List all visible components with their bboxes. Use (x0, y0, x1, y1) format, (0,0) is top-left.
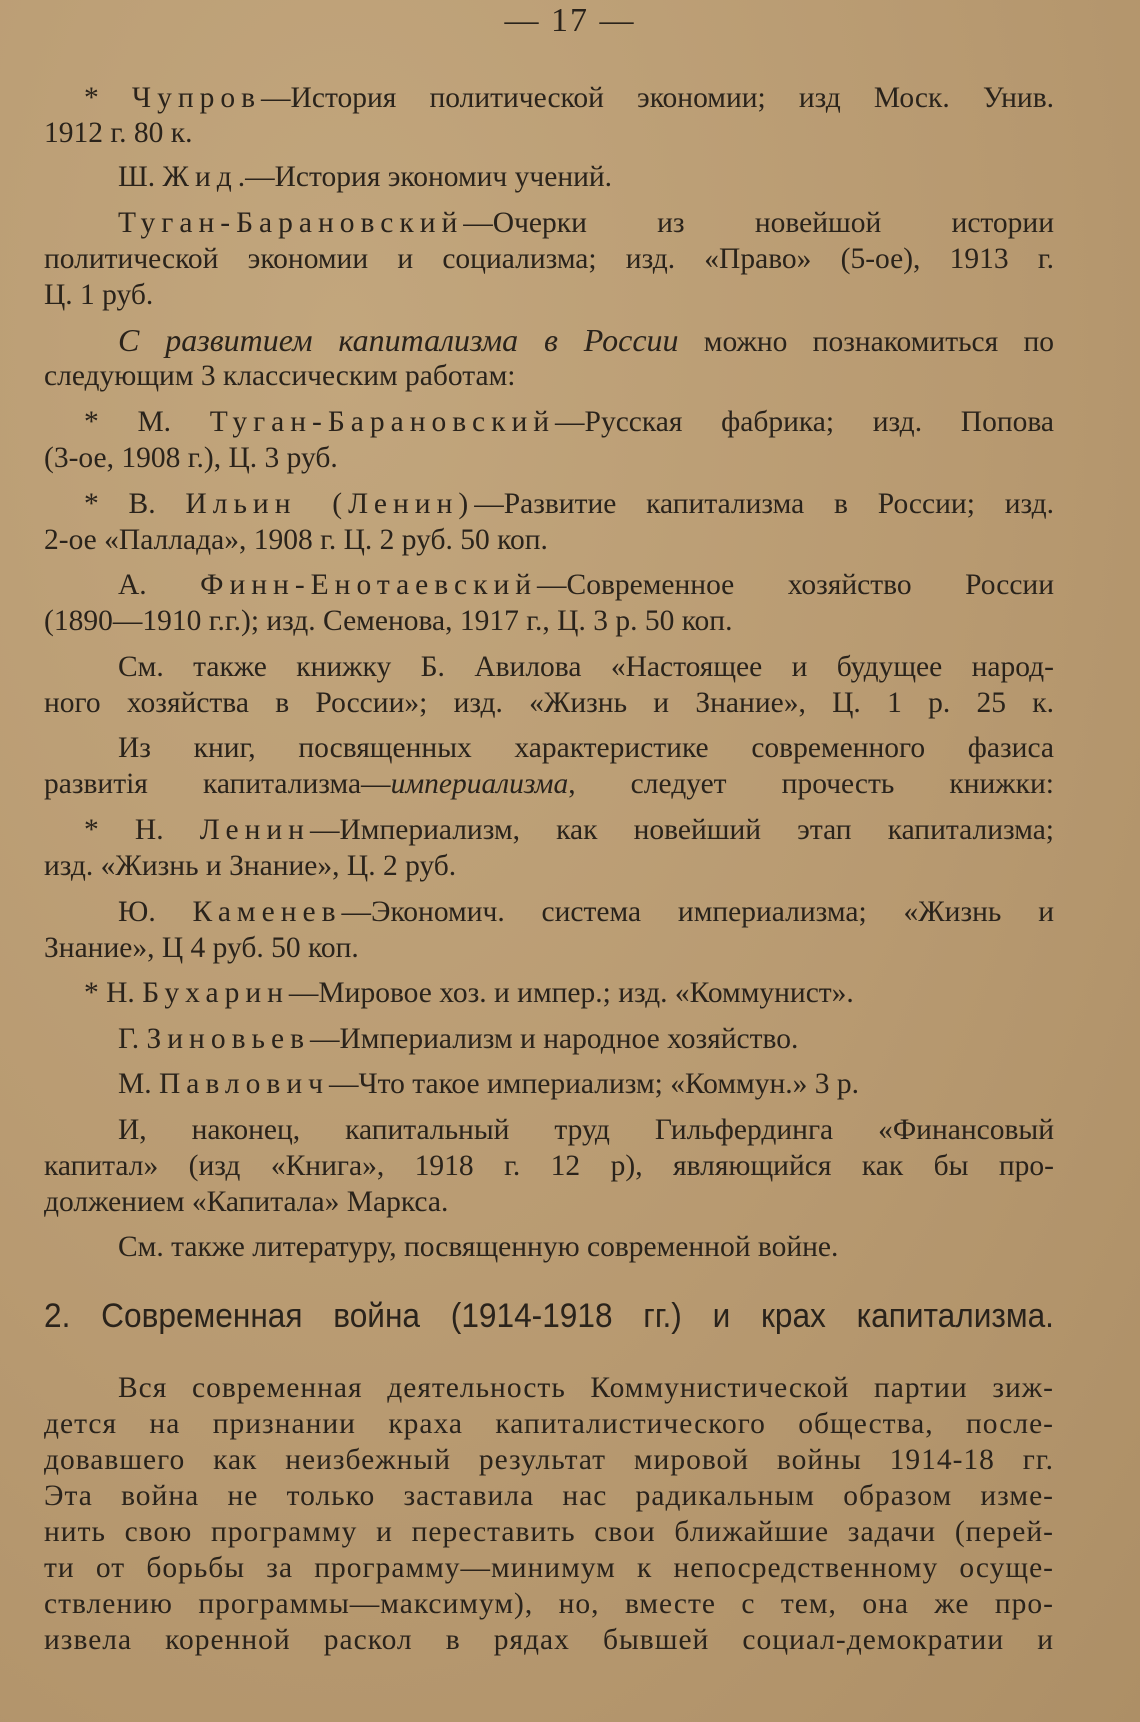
reference-item: М. Павлович—Что такое империализм; «Коммун.» 3 р. (118, 1068, 859, 1100)
reference-item: * Н. Бухарин—Мировое хоз. и импер.; изд. «Коммунист». (84, 977, 854, 1009)
reference-item: * В. Ильин (Ленин)—Развитие капитализма в России; изд. (84, 488, 1054, 520)
body-line: Эта война не только заставила нас радикальным образом изме- (44, 1480, 1054, 1512)
reference-item-cont: 1912 г. 80 к. (44, 117, 193, 149)
paragraph-intro-cont: следующим 3 классическим работам: (44, 360, 516, 392)
paragraph-cont: ного хозяйства в России»; изд. «Жизнь и Знание», Ц. 1 р. 25 к. (44, 687, 1054, 719)
reference-item: Ш. Жид.—История экономич учений. (118, 161, 613, 193)
reference-item: Туган-Барановский—Очерки из новейшой истории (118, 207, 1054, 239)
paragraph: См. также литературу, посвященную современной войне. (118, 1231, 839, 1263)
body-line: Вся современная деятельность Коммунистической партии зиж- (118, 1372, 1054, 1404)
section-heading: 2. Современная война (1914-1918 гг.) и крах капитализма. (44, 1297, 1054, 1335)
reference-item: Г. Зиновьев—Империализм и народное хозяйство. (118, 1023, 799, 1055)
page-number: — 17 — (504, 2, 636, 39)
paragraph: И, наконец, капитальный труд Гильфердинга «Финансовый (118, 1114, 1054, 1146)
paragraph: Из книг, посвященных характеристике современного фазиса (118, 732, 1054, 764)
reference-item-cont: изд. «Жизнь и Знание», Ц. 2 руб. (44, 850, 457, 882)
reference-item: * Чупров—История политической экономии; изд Моск. Унив. (84, 82, 1055, 114)
body-line: ствлению программы—максимум), но, вместе с тем, она же про- (44, 1588, 1054, 1620)
reference-item-cont: политической экономии и социализма; изд. «Право» (5-ое), 1913 г. (44, 243, 1054, 275)
body-line: дется на признании краха капиталистического общества, после- (44, 1408, 1054, 1440)
reference-item-cont: 2-ое «Паллада», 1908 г. Ц. 2 руб. 50 коп. (44, 524, 548, 556)
reference-item-cont: (3-ое, 1908 г.), Ц. 3 руб. (44, 442, 338, 474)
reference-item-cont: Ц. 1 руб. (44, 279, 154, 311)
reference-item: * М. Туган-Барановский—Русская фабрика; изд. Попова (84, 406, 1054, 438)
reference-item: Ю. Каменев—Экономич. система империализма; «Жизнь и (118, 896, 1054, 928)
reference-item: А. Финн-Енотаевский—Современное хозяйство России (118, 569, 1054, 601)
body-line: извела коренной раскол в рядах бывшей социал-демократии и (44, 1624, 1054, 1656)
paragraph-cont: должением «Капитала» Маркса. (44, 1186, 449, 1218)
reference-item: * Н. Ленин—Империализм, как новейший этап капитализма; (84, 814, 1054, 846)
body-line: нить свою программу и переставить свои ближайшие задачи (перей- (44, 1516, 1054, 1548)
paragraph-cont: капитал» (изд «Книга», 1918 г. 12 р), являющийся как бы про- (44, 1150, 1054, 1182)
paragraph-intro: С развитием капитализма в России можно познакомиться по (118, 322, 1054, 358)
body-line: ти от борьбы за программу—минимум к непосредственному осуще- (44, 1552, 1054, 1584)
body-line: довавшего как неизбежный результат мировой войны 1914-18 гг. (44, 1444, 1054, 1476)
reference-item-cont: (1890—1910 г.г.); изд. Семенова, 1917 г., Ц. 3 р. 50 коп. (44, 605, 733, 637)
paragraph-cont: развитія капитализма—империализма, следует прочесть книжки: (44, 768, 1055, 800)
reference-item-cont: Знание», Ц 4 руб. 50 коп. (44, 932, 359, 964)
paragraph: См. также книжку Б. Авилова «Настоящее и будущее народ- (118, 651, 1054, 683)
